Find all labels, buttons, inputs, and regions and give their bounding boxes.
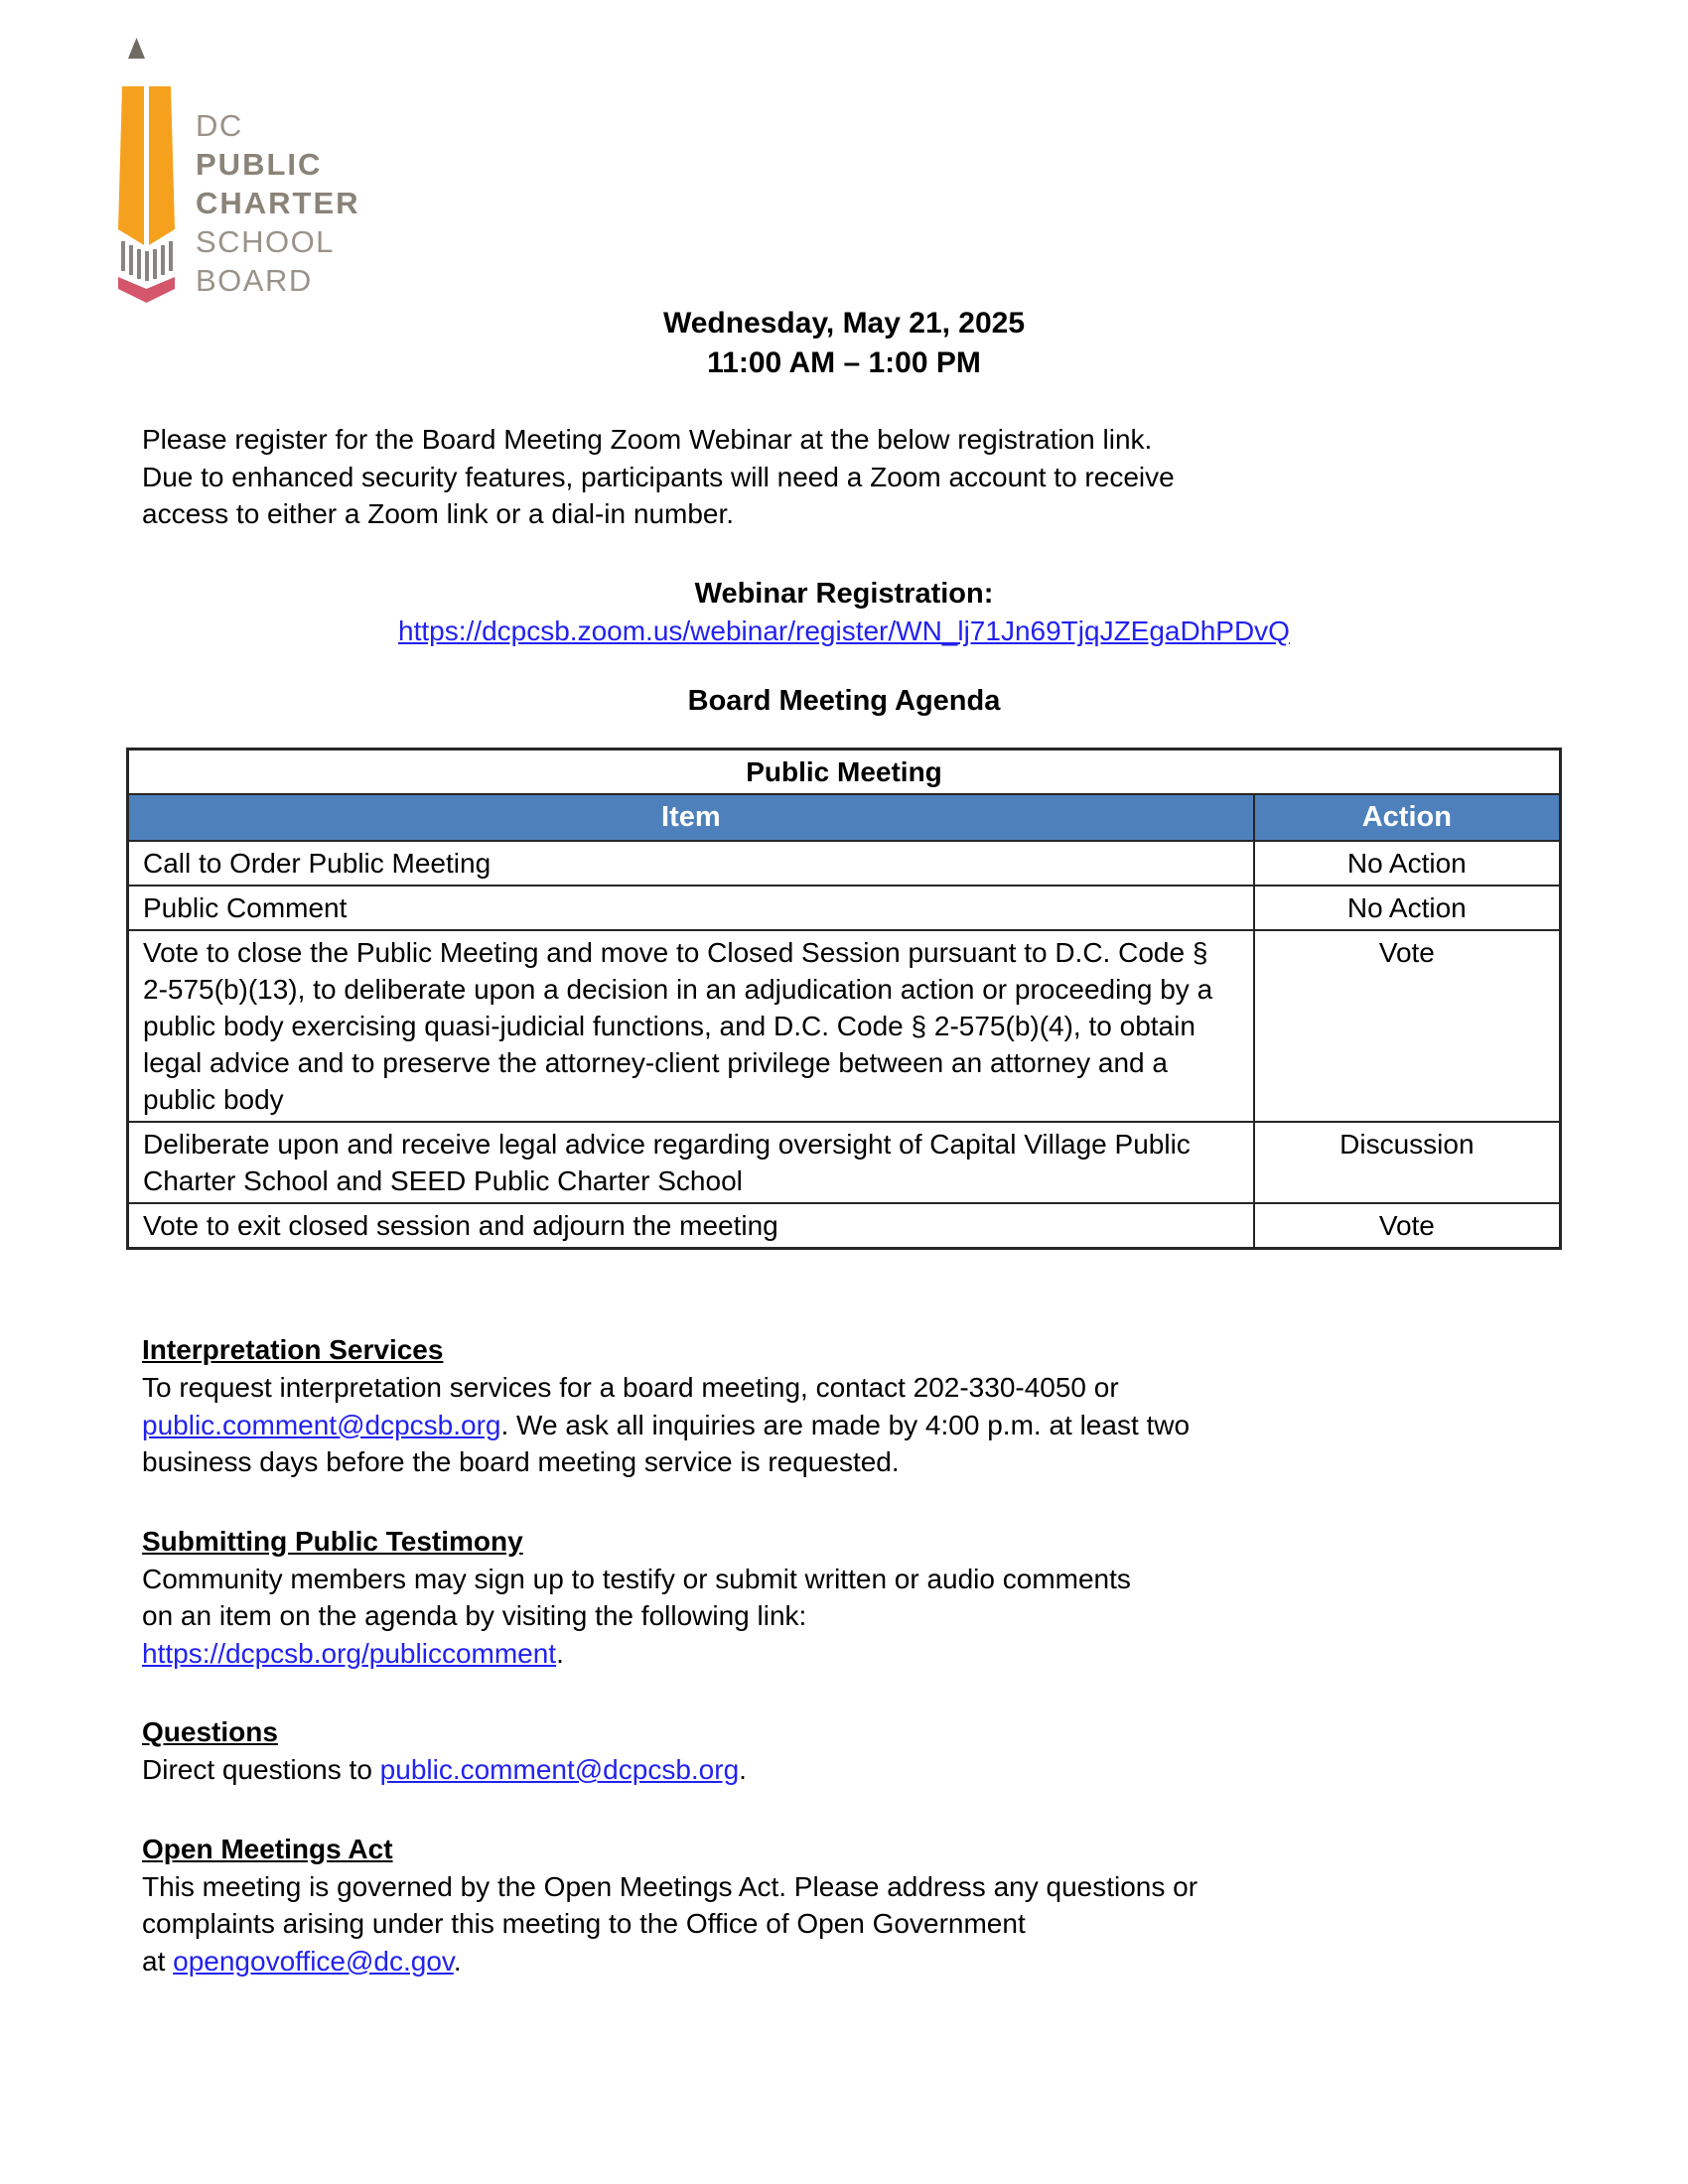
action-cell: Discussion bbox=[1254, 1122, 1561, 1203]
table-row bbox=[128, 1122, 1561, 1203]
agenda-heading: Board Meeting Agenda bbox=[687, 685, 1001, 717]
logo-wordmark bbox=[196, 33, 360, 300]
section-heading: Open Meetings Act bbox=[142, 1833, 393, 1864]
text-run: access to either a Zoom link or a dial-in number. bbox=[142, 498, 735, 529]
section-paragraph bbox=[142, 1751, 1556, 1789]
item-cell: Vote to exit closed session and adjourn the meeting bbox=[128, 1203, 1254, 1249]
info-sections bbox=[142, 1331, 1556, 2021]
table-title: Public Meeting bbox=[128, 750, 1561, 795]
text-run: . bbox=[739, 1754, 747, 1785]
text-run: business days before the board meeting service is requested. bbox=[142, 1446, 900, 1477]
hyperlink[interactable]: public.comment@dcpcsb.org bbox=[379, 1754, 740, 1785]
action-cell: Vote bbox=[1254, 1203, 1561, 1249]
webinar-registration-heading: Webinar Registration: bbox=[694, 578, 994, 610]
logo-line-board: BOARD bbox=[196, 263, 313, 298]
hyperlink[interactable]: public.comment@dcpcsb.org bbox=[142, 1409, 501, 1440]
section-paragraph bbox=[142, 1868, 1556, 1980]
table-row bbox=[128, 1203, 1561, 1249]
info-section bbox=[142, 1831, 1556, 1980]
action-cell: No Action bbox=[1254, 841, 1561, 886]
intro-paragraph bbox=[142, 421, 1556, 533]
section-paragraph bbox=[142, 1369, 1556, 1481]
webinar-link-line bbox=[0, 613, 1688, 650]
section-heading: Submitting Public Testimony bbox=[142, 1525, 523, 1557]
text-run: . We ask all inquiries are made by 4:00 p.m. at least two bbox=[500, 1409, 1191, 1440]
hyperlink[interactable]: opengovoffice@dc.gov bbox=[173, 1945, 454, 1977]
item-cell: Vote to close the Public Meeting and move to Closed Session pursuant to D.C. Code § 2-575(b)(13), to deliberate upon a decision in an adjudication action or proceeding by a public body exercising quasi-judicial functions, and D.C. Code § 2-575(b)(4), to obtain legal advice and to preserve the attorney-client privilege between an attorney and a public body bbox=[128, 930, 1254, 1122]
pencil-logo-icon bbox=[94, 33, 184, 303]
info-section bbox=[142, 1713, 1556, 1789]
logo-line-school: SCHOOL bbox=[196, 224, 335, 259]
text-run: This meeting is governed by the Open Meetings Act. Please address any questions or bbox=[142, 1870, 1198, 1902]
column-header-action: Action bbox=[1254, 794, 1561, 841]
section-heading: Interpretation Services bbox=[142, 1334, 444, 1365]
item-cell: Public Comment bbox=[128, 886, 1254, 930]
dcpcsb-logo bbox=[94, 33, 360, 303]
column-header-item: Item bbox=[128, 794, 1254, 841]
action-cell: No Action bbox=[1254, 886, 1561, 930]
table-row bbox=[128, 930, 1561, 1122]
webinar-registration-link[interactable]: https://dcpcsb.zoom.us/webinar/register/WN_lj71Jn69TjqJZEgaDhPDvQ bbox=[398, 615, 1290, 646]
text-run: Due to enhanced security features, participants will need a Zoom account to receive bbox=[142, 461, 1175, 492]
text-run: at bbox=[142, 1945, 174, 1977]
text-run: . bbox=[453, 1945, 462, 1977]
text-run: Community members may sign up to testify or submit written or audio comments bbox=[142, 1563, 1131, 1594]
section-heading: Questions bbox=[142, 1716, 278, 1747]
text-run: on an item on the agenda by visiting the following link: bbox=[142, 1600, 807, 1631]
text-run: Direct questions to bbox=[142, 1754, 380, 1785]
info-section bbox=[142, 1523, 1556, 1673]
section-paragraph bbox=[142, 1561, 1556, 1673]
agenda-table bbox=[126, 748, 1562, 1250]
meeting-date: Wednesday, May 21, 2025 bbox=[662, 307, 1026, 340]
text-run: To request interpretation services for a board meeting, contact 202-330-4050 or bbox=[142, 1372, 1119, 1403]
hyperlink[interactable]: https://dcpcsb.org/publiccomment bbox=[142, 1637, 557, 1669]
meeting-time: 11:00 AM – 1:00 PM bbox=[707, 346, 981, 379]
item-cell: Deliberate upon and receive legal advice regarding oversight of Capital Village Public Charter School and SEED Public Charter School bbox=[128, 1122, 1254, 1203]
text-run: . bbox=[556, 1637, 564, 1669]
action-cell: Vote bbox=[1254, 930, 1561, 1122]
item-cell: Call to Order Public Meeting bbox=[128, 841, 1254, 886]
logo-line-dc: DC bbox=[196, 108, 243, 143]
agenda-table-body bbox=[128, 841, 1561, 1249]
text-run: Please register for the Board Meeting Zoom Webinar at the below registration link. bbox=[142, 424, 1153, 455]
meeting-datetime bbox=[0, 304, 1688, 383]
text-run: complaints arising under this meeting to the Office of Open Government bbox=[142, 1908, 1026, 1939]
table-row bbox=[128, 841, 1561, 886]
info-section bbox=[142, 1331, 1556, 1481]
table-title-row bbox=[128, 750, 1561, 795]
table-row bbox=[128, 886, 1561, 930]
table-header-row bbox=[128, 794, 1561, 841]
logo-line-public: PUBLIC bbox=[196, 147, 323, 182]
logo-line-charter: CHARTER bbox=[196, 186, 360, 220]
